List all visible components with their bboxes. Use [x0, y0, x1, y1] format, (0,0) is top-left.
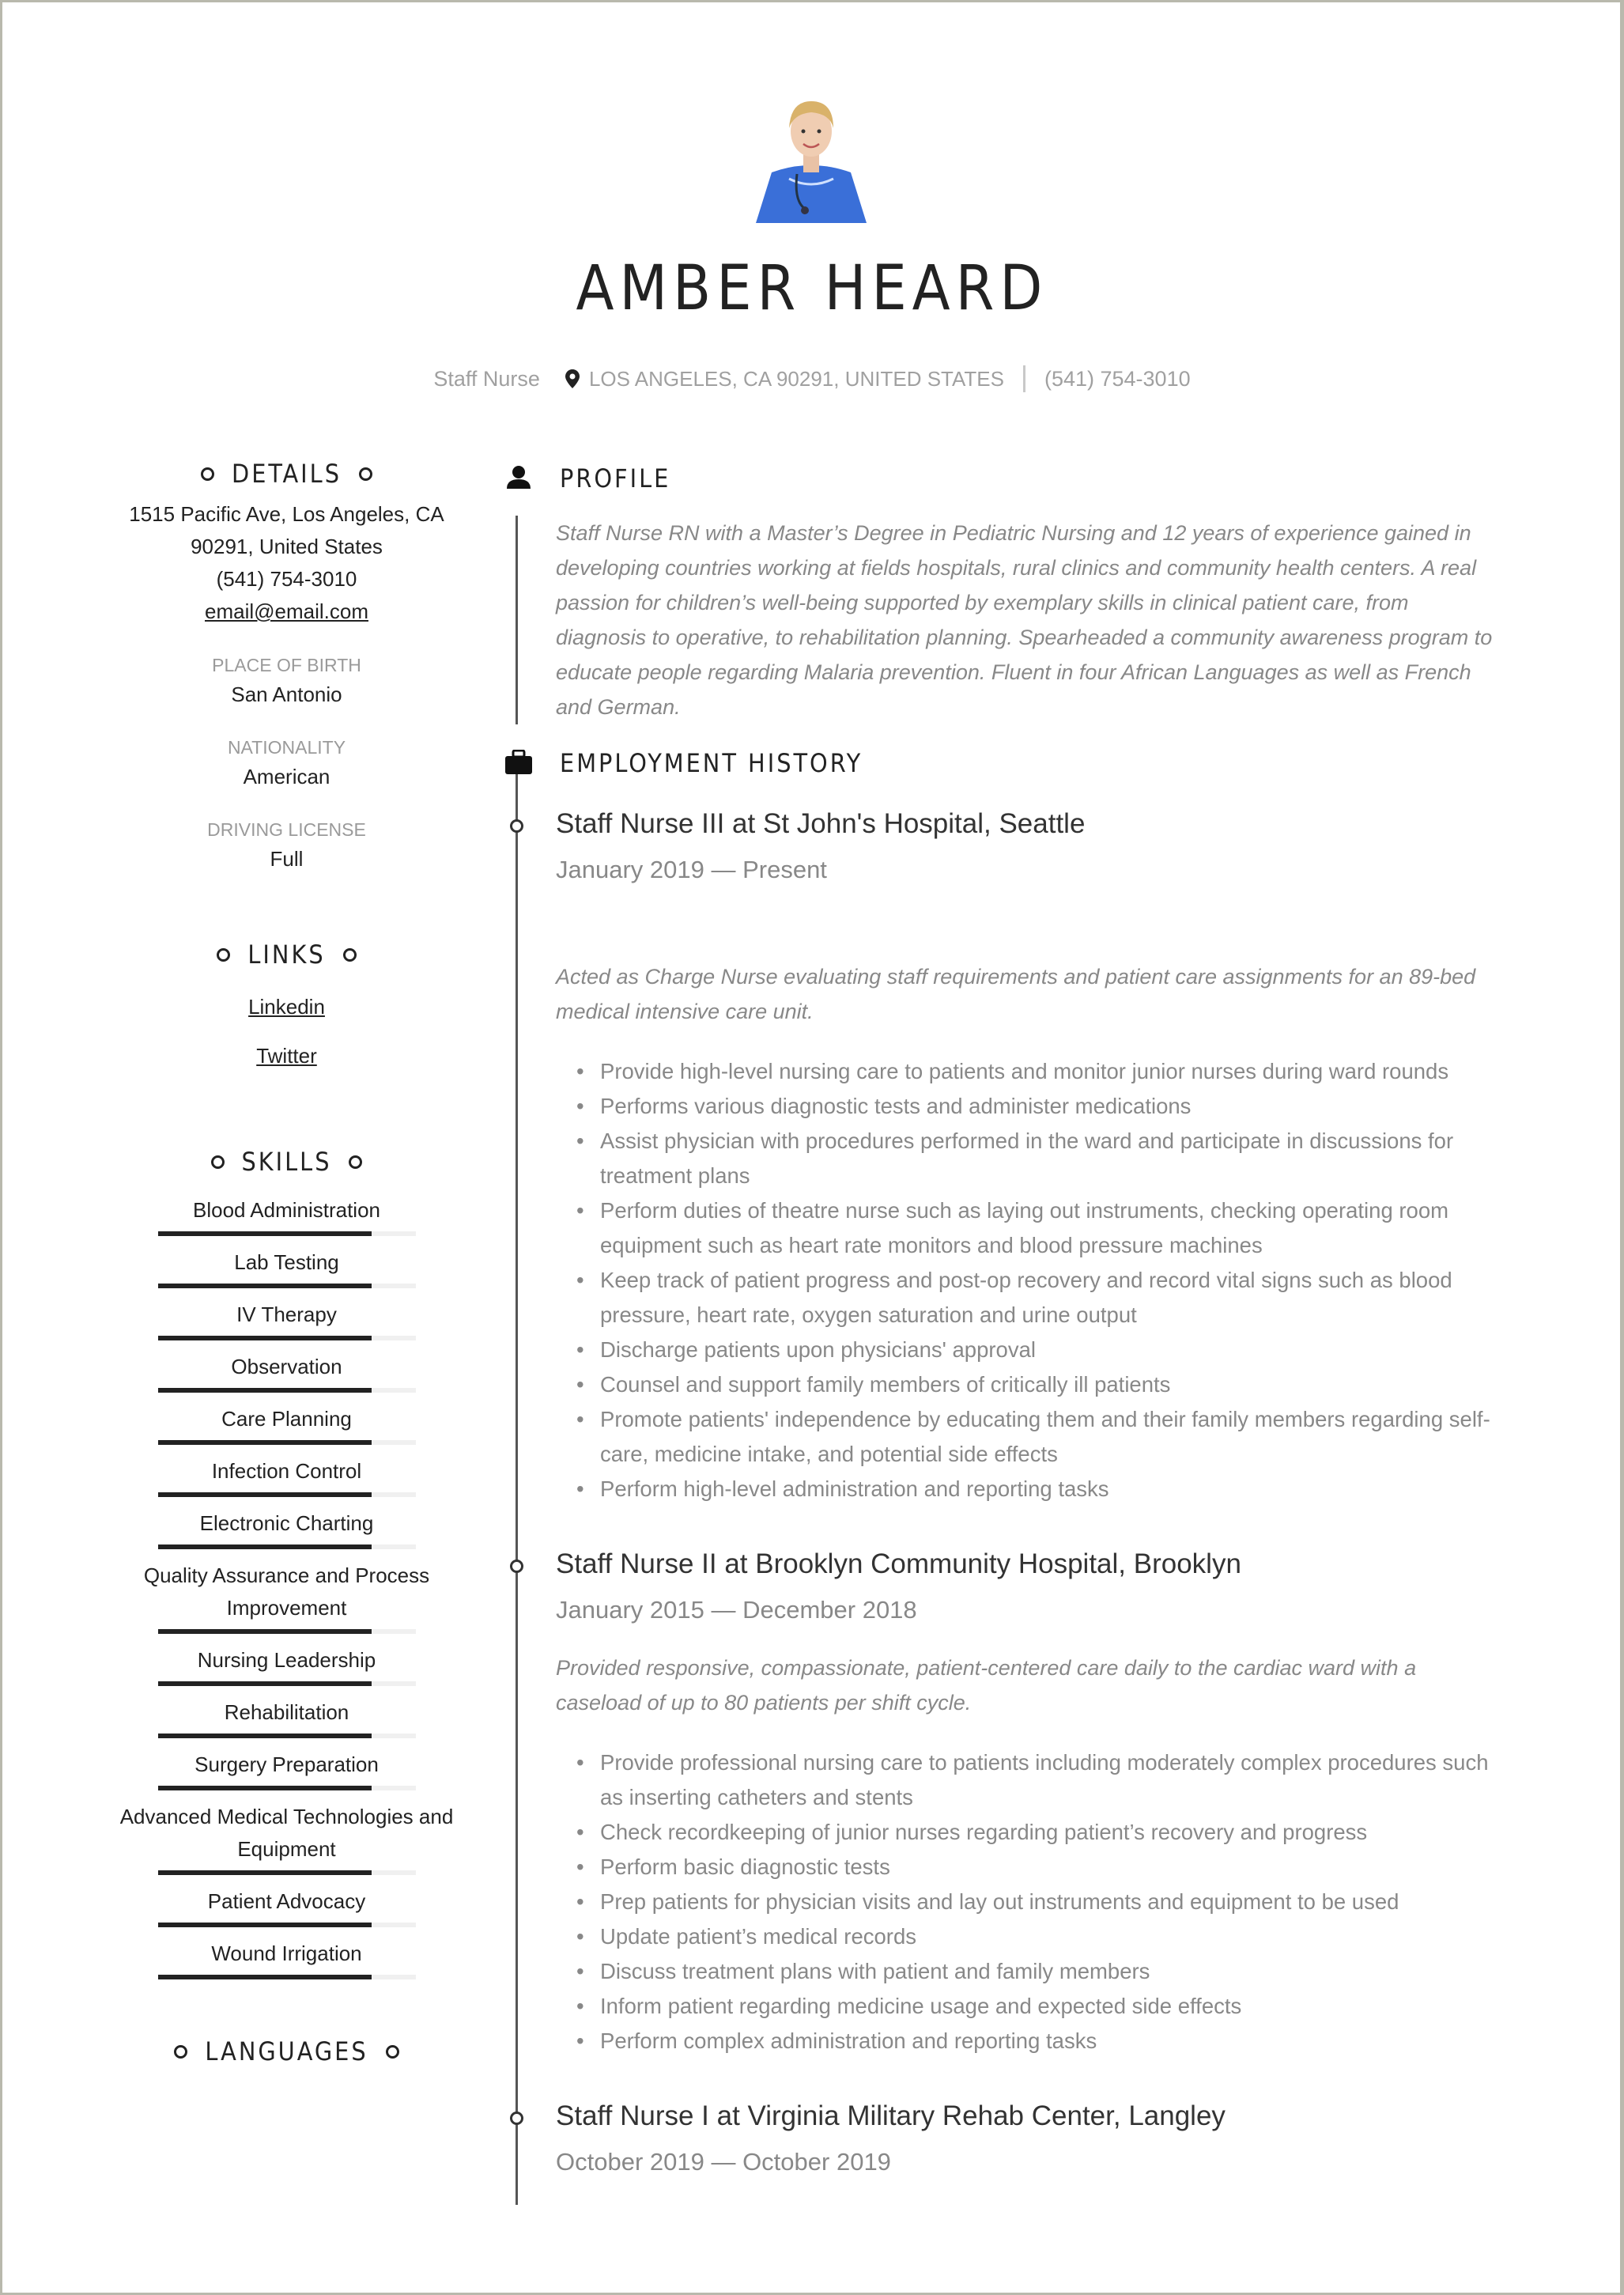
skill-level-bar: [158, 1786, 416, 1790]
email-link[interactable]: email@email.com: [205, 599, 368, 623]
bullet-item: • Update patient’s medical records: [556, 1919, 1505, 1954]
place-of-birth-label: PLACE OF BIRTH: [212, 655, 361, 675]
ring-icon: [217, 948, 230, 962]
bullet-item: • Perform duties of theatre nurse such as laying out instruments, checking operating room equipment such as heart rate monitors and blood pressure machines: [556, 1193, 1505, 1263]
skill-item: [103, 1403, 470, 1445]
skill-name: Infection Control: [211, 1459, 362, 1483]
skill-name: Advanced Medical Technologies and Equipment: [119, 1805, 454, 1861]
ring-icon: [386, 2045, 399, 2059]
driving-license-label: DRIVING LICENSE: [207, 819, 366, 840]
skill-level-fill: [158, 1975, 372, 1979]
header-location: LOS ANGELES, CA 90291, UNITED STATES: [588, 366, 1004, 391]
bullet-item: • Discuss treatment plans with patient and family members: [556, 1954, 1505, 1989]
skill-level-bar: [158, 1734, 416, 1738]
address-line-1: 1515 Pacific Ave, Los Angeles, CA: [129, 502, 444, 526]
skill-name: Surgery Preparation: [195, 1752, 379, 1776]
skill-item: [103, 1560, 470, 1634]
skill-item: [103, 1938, 470, 1979]
bullet-item: • Performs various diagnostic tests and administer medications: [556, 1089, 1505, 1124]
job-bullets-1: [556, 1054, 1505, 1507]
skill-level-fill: [158, 1544, 372, 1549]
candidate-name: AMBER HEARD: [576, 253, 1048, 324]
skill-level-fill: [158, 1336, 372, 1340]
timeline-dot: [510, 2112, 523, 2125]
skill-name: Nursing Leadership: [197, 1648, 376, 1672]
map-pin-icon: [565, 369, 580, 388]
skill-level-fill: [158, 1923, 372, 1927]
skill-level-fill: [158, 1231, 372, 1236]
job-description-1: Acted as Charge Nurse evaluating staff requirements and patient care assignments for an 89-bed medical intensive care unit.: [556, 965, 1476, 1023]
skill-level-fill: [158, 1629, 372, 1634]
skill-item: [103, 1749, 470, 1790]
profile-text: Staff Nurse RN with a Master’s Degree in Pediatric Nursing and 12 years of experience gained in developing countries working at fields hospitals, rural clinics and community health centers. A real passion for children’s well-being supported by exemplary skills in clinical patient care, from diagnosis to operative, to rehabilitation planning. Spearheaded a community awareness program to educate people regarding Malaria prevention. Fluent in four African Languages as well as French and German.: [556, 521, 1493, 719]
skill-name: Patient Advocacy: [207, 1889, 366, 1913]
links-heading: LINKS: [103, 940, 470, 970]
skill-name: Care Planning: [221, 1407, 352, 1431]
job-dates-2: January 2015 — December 2018: [556, 1596, 917, 1624]
skill-name: Wound Irrigation: [211, 1941, 362, 1965]
skill-level-bar: [158, 1388, 416, 1393]
skill-level-bar: [158, 1870, 416, 1875]
ring-icon: [343, 948, 357, 962]
left-column: [103, 459, 470, 2066]
skill-level-fill: [158, 1440, 372, 1445]
job-title: Staff Nurse: [433, 366, 540, 391]
person-icon: [504, 465, 533, 494]
bullet-item: • Discharge patients upon physicians' approval: [556, 1333, 1505, 1367]
skill-name: Quality Assurance and Process Improvement: [143, 1563, 430, 1620]
ring-icon: [201, 467, 214, 481]
languages-heading: LANGUAGES: [103, 2036, 470, 2066]
skill-level-fill: [158, 1681, 372, 1686]
skill-level-fill: [158, 1734, 372, 1738]
skill-item: [103, 1507, 470, 1549]
skill-item: [103, 1696, 470, 1738]
driving-license-value: Full: [270, 847, 304, 871]
bullet-item: • Provide high-level nursing care to patients and monitor junior nurses during ward rounds: [556, 1054, 1505, 1089]
header-subline: [0, 365, 1624, 392]
ring-icon: [174, 2045, 187, 2059]
skill-level-bar: [158, 1336, 416, 1340]
timeline-dot: [510, 819, 523, 833]
skill-level-bar: [158, 1544, 416, 1549]
ring-icon: [211, 1155, 225, 1169]
details-phone: (541) 754-3010: [216, 567, 357, 591]
job-description-2: Provided responsive, compassionate, patient-centered care daily to the cardiac ward with a caseload of up to 80 patients per shift cycle.: [556, 1656, 1417, 1715]
job-bullets-2: [556, 1745, 1505, 2059]
bullet-item: • Provide professional nursing care to patients including moderately complex procedures such as inserting catheters and stents: [556, 1745, 1505, 1815]
bullet-item: • Prep patients for physician visits and lay out instruments and equipment to be used: [556, 1885, 1505, 1919]
skill-item: [103, 1299, 470, 1340]
skill-item: [103, 1801, 470, 1875]
skill-level-fill: [158, 1786, 372, 1790]
link-twitter[interactable]: Twitter: [256, 1044, 317, 1068]
details-heading: DETAILS: [103, 459, 470, 489]
header-divider: [1023, 365, 1025, 392]
bullet-item: • Inform patient regarding medicine usage and expected side effects: [556, 1989, 1505, 2024]
ring-icon: [359, 467, 372, 481]
bullet-item: • Perform high-level administration and reporting tasks: [556, 1472, 1505, 1507]
place-of-birth-value: San Antonio: [231, 682, 342, 706]
skill-level-bar: [158, 1440, 416, 1445]
timeline-dot: [510, 1560, 523, 1573]
ring-icon: [349, 1155, 362, 1169]
skill-name: IV Therapy: [236, 1303, 337, 1326]
skill-level-bar: [158, 1629, 416, 1634]
skill-level-fill: [158, 1284, 372, 1288]
bullet-item: • Check recordkeeping of junior nurses regarding patient’s recovery and progress: [556, 1815, 1505, 1850]
skill-name: Rehabilitation: [224, 1700, 349, 1724]
job-dates-1: January 2019 — Present: [556, 856, 827, 883]
bullet-item: • Keep track of patient progress and post-op recovery and record vital signs such as blood pressure, heart rate, oxygen saturation and urine output: [556, 1263, 1505, 1333]
skill-level-fill: [158, 1492, 372, 1497]
skill-level-bar: [158, 1492, 416, 1497]
nationality-label: NATIONALITY: [227, 737, 346, 758]
skill-name: Observation: [231, 1355, 342, 1378]
job-title-1: Staff Nurse III at St John's Hospital, Seattle: [556, 808, 1086, 839]
employment-heading: EMPLOYMENT HISTORY: [560, 748, 863, 778]
skill-level-fill: [158, 1388, 372, 1393]
profile-heading: PROFILE: [560, 463, 671, 493]
skill-item: [103, 1455, 470, 1497]
bullet-item: • Perform basic diagnostic tests: [556, 1850, 1505, 1885]
skill-item: [103, 1885, 470, 1927]
nationality-value: American: [243, 765, 330, 788]
bullet-item: • Perform complex administration and reporting tasks: [556, 2024, 1505, 2059]
skill-item: [103, 1351, 470, 1393]
skill-item: [103, 1644, 470, 1686]
skill-level-bar: [158, 1923, 416, 1927]
skill-level-bar: [158, 1231, 416, 1236]
skill-level-bar: [158, 1284, 416, 1288]
skill-level-fill: [158, 1870, 372, 1875]
address-line-2: 90291, United States: [191, 535, 383, 558]
bullet-item: • Counsel and support family members of critically ill patients: [556, 1367, 1505, 1402]
skill-level-bar: [158, 1975, 416, 1979]
link-linkedin[interactable]: Linkedin: [248, 995, 325, 1019]
nurse-portrait-icon: [742, 85, 881, 223]
header-phone: (541) 754-3010: [1044, 366, 1191, 391]
bullet-item: • Promote patients' independence by educating them and their family members regarding self-care, medicine intake, and potential side effects: [556, 1402, 1505, 1472]
job-title-3: Staff Nurse I at Virginia Military Rehab Center, Langley: [556, 2100, 1226, 2131]
skill-name: Blood Administration: [192, 1198, 381, 1222]
skills-heading: SKILLS: [103, 1147, 470, 1177]
skill-name: Lab Testing: [234, 1250, 339, 1274]
job-dates-3: October 2019 — October 2019: [556, 2148, 891, 2176]
bullet-item: • Assist physician with procedures performed in the ward and participate in discussions for treatment plans: [556, 1124, 1505, 1193]
briefcase-icon: [504, 750, 533, 779]
skill-item: [103, 1194, 470, 1236]
profile-photo: [742, 85, 881, 223]
skill-name: Electronic Charting: [199, 1511, 374, 1535]
skill-item: [103, 1246, 470, 1288]
skills-list: [103, 1194, 470, 1979]
job-title-2: Staff Nurse II at Brooklyn Community Hospital, Brooklyn: [556, 1548, 1241, 1579]
skill-level-bar: [158, 1681, 416, 1686]
